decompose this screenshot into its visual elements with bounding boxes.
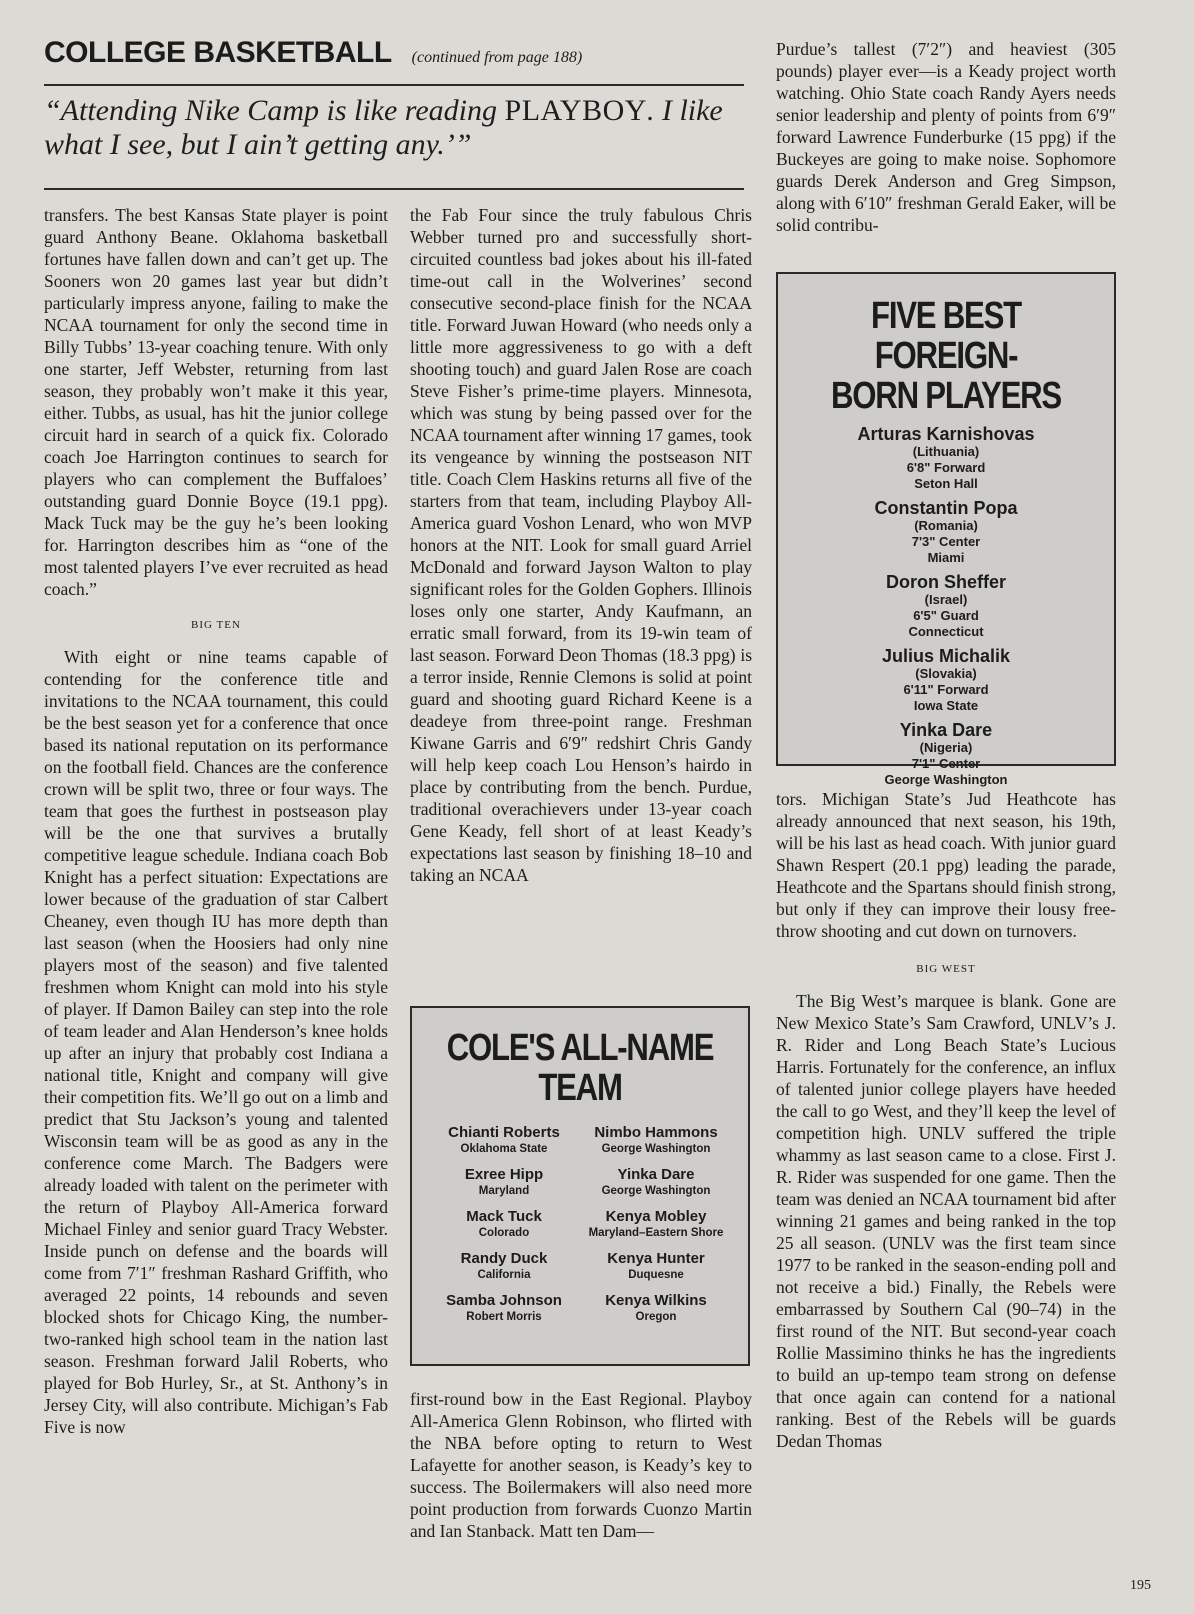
col1-paragraph-2: With eight or nine teams capable of contending for the conference title and invitations to the NCAA tournament, this could be the best season yet for a conference that once based its national reputation on its performance on the football field. Chances are the conference crown will be split two, three or four ways. The team that goes the furthest in postseason play will be the one that survives a brutally competitive league schedule. Indiana coach Bob Knight has a perfect situation: Expectations are lower because of the graduation of star Calbert Cheaney, even though IU has more depth than last season (when the Hoosiers had only nine players most of the season) and five talented freshmen whom Knight can mold into his style of player. If Damon Bailey can step into the role of team leader and Alan Henderson’s knee holds up after an injury that probably cost Indiana a national title, Knight and company will give their competition fits. We’ll go out on a limb and predict that Stu Jackson’s young and talented Wisconsin team will be as good as any in the conference come March. The Badgers were already loaded with talent on the perimeter with the return of Playboy All-America forward Michael Finley and senior guard Tracy Webster. Inside punch on defense and the boards will come from 7′1″ freshman Rashard Griffith, who averaged 22 points, 14 rebounds and seven blocked shots for Chicago King, the number-two-ranked high school team in the nation last season. Freshman forward Jalil Roberts, who played for Bob Hurley, Sr., at St. Anthony’s in Jersey City, will also contribute. Michigan’s Fab Five is now: [44, 647, 388, 1437]
foreign-player: Constantin Popa (Romania) 7'3" Center Miami: [874, 498, 1018, 565]
quote-rule: [44, 188, 744, 190]
header-rule: [44, 84, 744, 86]
column-3-top: [776, 38, 1116, 236]
all-name-player: Exree Hipp Maryland: [464, 1166, 544, 1197]
column-3-bottom: [776, 788, 1116, 1452]
all-name-player: Chianti Roberts Oklahoma State: [448, 1124, 560, 1155]
all-name-player: Randy Duck California: [460, 1250, 548, 1281]
col3-paragraph-2: tors. Michigan State’s Jud Heathcote has already announced that next season, his 19th, will be his last as head coach. With junior guard Shawn Respert (20.1 ppg) leading the parade, Heathcote and the Spartans should finish strong, but only if they can improve their lousy free-throw shooting and cut down on turnovers.: [776, 789, 1116, 941]
col1-paragraph-1: transfers. The best Kansas State player is point guard Anthony Beane. Oklahoma basketball fortunes have fallen down and can’t get up. The Sooners won 20 games last year but didn’t particularly impress anyone, failing to make the NCAA tournament for only the second time in Billy Tubbs’ 13-year coaching tenure. With only one starter, Jeff Webster, returning from last season, they probably won’t make it this year, either. Tubbs, as usual, has hit the junior college circuit hard in search of a quick fix. Colorado coach Joe Harrington continues to search for players who can complement the Buffaloes’ outstanding guard Donnie Boyce (19.1 ppg). Mack Tuck may be the guy he’s been looking for. Harrington describes him as “one of the most talented players I’ve ever recruited as head coach.”: [44, 205, 388, 599]
col3-paragraph-3: The Big West’s marquee is blank. Gone are New Mexico State’s Sam Crawford, UNLV’s J. R. Rider and Long Beach State’s Lucious Harris. Fortunately for the conference, an influx of talented junior college players have heeded the call to go West, and they’ll keep the level of competition high. UNLV suffered the triple whammy as last season came to a close. First J. R. Rider was suspended for one game. Then the team was denied an NCAA tournament bid after winning 21 games and being ranked in the top 25 all season. (UNLV was the first team since 1977 to be ranked in the season-ending poll and not receive a bid.) Finally, the Rebels were embarrassed by Southern Cal (90–74) in the first round of the NIT. But second-year coach Rollie Massimino thinks he has the ingredients to build an up-tempo team strong on defense that once again can contend for a national ranking. Best of the Rebels will be guards Dedan Thomas: [776, 991, 1116, 1451]
all-name-player: Nimbo Hammons George Washington: [594, 1124, 718, 1155]
column-1: [44, 204, 388, 1438]
pull-quote-part2: . I like what I see, but I ain’t getting any.’”: [44, 94, 723, 161]
all-name-player: Kenya Hunter Duquesne: [607, 1250, 705, 1281]
all-name-title-1: COLE'S ALL-NAME: [446, 1027, 714, 1069]
all-name-player: Yinka Dare George Washington: [601, 1166, 711, 1197]
column-2: [410, 204, 752, 886]
foreign-player: Yinka Dare (Nigeria) 7'1" Center George Washington: [884, 720, 1008, 787]
foreign-player: Arturas Karnishovas (Lithuania) 6'8" Forward Seton Hall: [857, 424, 1035, 491]
col3-paragraph-1: Purdue’s tallest (7′2″) and heaviest (305 pounds) player ever—is a Keady project worth watching. Ohio State coach Randy Ayers needs senior leadership and plenty of points from 6′9″ forward Lawrence Funderburke (15 ppg) if the Buckeyes are going to make noise. Sophomore guards Derek Anderson and Greg Simpson, along with 6′10″ freshman Gerald Eaker, will be solid contribu-: [776, 39, 1116, 235]
section-title: COLLEGE BASKETBALL: [44, 36, 392, 69]
all-name-grid: [412, 1124, 748, 1324]
subhead-big-ten: BIG TEN: [191, 619, 241, 631]
page-number: 195: [1130, 1578, 1151, 1593]
all-name-player: Samba Johnson Robert Morris: [446, 1292, 562, 1323]
foreign-player: Julius Michalik (Slovakia) 6'11" Forward Iowa State: [881, 646, 1011, 713]
subhead-big-west: BIG WEST: [916, 963, 976, 975]
all-name-player: Kenya Mobley Maryland–Eastern Shore: [588, 1208, 724, 1239]
foreign-title-2: BORN PLAYERS: [831, 375, 1061, 417]
foreign-title-1: FIVE BEST FOREIGN-: [871, 295, 1021, 377]
col2-paragraph-1: the Fab Four since the truly fabulous Chris Webber turned pro and successfully short-circuited countless bad jokes about his ill-fated time-out call in the Wolverines’ second consecutive second-place finish for the NCAA title. Forward Juwan Howard (who needs only a little more aggressiveness to go with a deft shooting touch) and guard Jalen Rose are coach Steve Fisher’s prime-time players. Minnesota, which was stung by being passed over for the NCAA tournament after winning 17 games, took its vengeance by winning the postseason NIT title. Coach Clem Haskins returns all five of the starters from that team, including Playboy All-America guard Voshon Lenard, who won MVP honors at the NIT. Look for small guard Arriel McDonald and forward Jayson Walton to play significant roles for the Golden Gophers. Illinois loses only one starter, Andy Kaufmann, an erratic small forward, from its 19-win team of last season. Forward Deon Thomas (18.3 ppg) is a terror inside, Rennie Clemons is solid at point guard and shooting guard Richard Keene is a deadeye from three-point range. Freshman Kiwane Garris and 6′9″ redshirt Chris Gandy will help keep coach Lou Henson’s hairdo in place by contributing from the bench. Purdue, traditional overachievers under 13-year coach Gene Keady, fell short of at least Keady’s expectations last season by finishing 18–10 and taking an NCAA: [410, 205, 752, 885]
all-name-title-2: TEAM: [538, 1067, 622, 1109]
pull-quote-part1: “Attending Nike Camp is like reading: [44, 94, 505, 127]
continued-note: (continued from page 188): [411, 49, 583, 66]
foreign-player: Doron Sheffer (Israel) 6'5" Guard Connecticut: [885, 572, 1006, 639]
col2-paragraph-2: first-round bow in the East Regional. Playboy All-America Glenn Robinson, who flirted with the NBA before opting to return to West Lafayette for another season, is Keady’s key to success. The Boilermakers will also need more point production from forwards Cuonzo Martin and Ian Stanback. Matt ten Dam—: [410, 1389, 752, 1541]
all-name-player: Kenya Wilkins Oregon: [605, 1292, 707, 1323]
section-header: [44, 36, 744, 70]
pull-quote-magazine: PLAYBOY: [504, 94, 647, 127]
foreign-born-box: [776, 272, 1116, 787]
all-name-team-box: [410, 1006, 750, 1366]
all-name-player: Mack Tuck Colorado: [466, 1208, 542, 1239]
pull-quote: [44, 94, 764, 162]
column-2-bottom: [410, 1388, 752, 1542]
